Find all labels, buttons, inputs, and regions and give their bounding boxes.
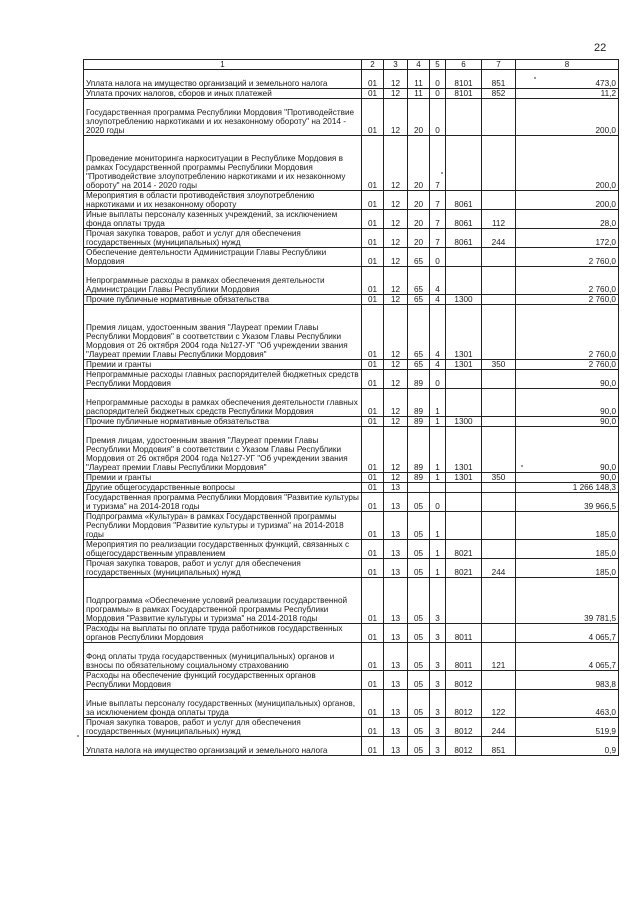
code-cell: 89 — [408, 370, 430, 389]
header-cell: 5 — [430, 60, 446, 70]
code-cell — [408, 483, 430, 493]
code-cell: 1 — [430, 540, 446, 559]
code-cell: 13 — [384, 540, 408, 559]
code-cell: 13 — [384, 624, 408, 643]
code-cell: 4 — [430, 360, 446, 370]
code-cell: 01 — [362, 690, 384, 718]
scan-speck — [534, 77, 536, 79]
table-row — [84, 643, 619, 671]
code-cell — [482, 295, 516, 305]
scan-speck — [77, 735, 79, 737]
code-cell: 01 — [362, 99, 384, 136]
code-cell: 12 — [384, 389, 408, 417]
code-cell: 65 — [408, 248, 430, 267]
amount-cell: 90,0 — [516, 427, 619, 473]
code-cell: 01 — [362, 229, 384, 248]
amount-cell: 90,0 — [516, 389, 619, 417]
code-cell: 01 — [362, 718, 384, 737]
table-row — [84, 360, 619, 370]
code-cell — [482, 305, 516, 360]
code-cell: 01 — [362, 493, 384, 512]
table-row — [84, 578, 619, 624]
table-row — [84, 559, 619, 578]
code-cell: 1 — [430, 389, 446, 417]
header-cell: 7 — [482, 60, 516, 70]
table-row — [84, 248, 619, 267]
code-cell: 0 — [430, 370, 446, 389]
code-cell: 0 — [430, 248, 446, 267]
code-cell: 01 — [362, 389, 384, 417]
code-cell — [482, 136, 516, 191]
row-name-cell: Фонд оплаты труда государственных (муниципальных) органов и взносы по обязательному социальному страхованию — [84, 643, 362, 671]
code-cell: 1 — [430, 417, 446, 427]
amount-cell: 519,9 — [516, 718, 619, 737]
code-cell: 05 — [408, 737, 430, 756]
code-cell — [482, 248, 516, 267]
code-cell: 7 — [430, 210, 446, 229]
code-cell: 01 — [362, 512, 384, 540]
code-cell: 3 — [430, 690, 446, 718]
code-cell: 05 — [408, 559, 430, 578]
code-cell — [482, 427, 516, 473]
code-cell: 1 — [430, 512, 446, 540]
code-cell: 13 — [384, 578, 408, 624]
code-cell: 11 — [408, 70, 430, 89]
row-name-cell: Другие общегосударственные вопросы — [84, 483, 362, 493]
code-cell: 851 — [482, 737, 516, 756]
code-cell: 122 — [482, 690, 516, 718]
code-cell: 3 — [430, 671, 446, 690]
code-cell: 13 — [384, 643, 408, 671]
code-cell: 12 — [384, 360, 408, 370]
code-cell: 13 — [384, 737, 408, 756]
table-body — [84, 70, 619, 756]
amount-cell: 172,0 — [516, 229, 619, 248]
row-name-cell: Прочие публичные нормативные обязательства — [84, 417, 362, 427]
code-cell: 8021 — [446, 540, 482, 559]
amount-cell: 90,0 — [516, 370, 619, 389]
code-cell — [482, 99, 516, 136]
code-cell: 01 — [362, 370, 384, 389]
amount-cell: 90,0 — [516, 473, 619, 483]
table-row — [84, 89, 619, 99]
code-cell — [482, 540, 516, 559]
code-cell: 05 — [408, 643, 430, 671]
code-cell — [482, 578, 516, 624]
code-cell — [430, 483, 446, 493]
row-name-cell: Прочие публичные нормативные обязательства — [84, 295, 362, 305]
row-name-cell: Непрограммные расходы главных распорядителей бюджетных средств Республики Мордовия — [84, 370, 362, 389]
code-cell: 0 — [430, 493, 446, 512]
amount-cell: 2 760,0 — [516, 248, 619, 267]
header-cell: 1 — [84, 60, 362, 70]
page-number: 22 — [594, 42, 607, 54]
scan-speck — [441, 172, 443, 174]
scan-speck — [521, 465, 523, 467]
row-name-cell: Мероприятия по реализации государственных функций, связанных с общегосударственным управлением — [84, 540, 362, 559]
table-row — [84, 370, 619, 389]
amount-cell: 200,0 — [516, 136, 619, 191]
table-row — [84, 427, 619, 473]
row-name-cell: Мероприятия в области противодействия злоупотреблению наркотиками и их незаконному обороту — [84, 191, 362, 210]
code-cell — [482, 512, 516, 540]
row-name-cell: Премии и гранты — [84, 360, 362, 370]
code-cell: 1 — [430, 559, 446, 578]
code-cell: 3 — [430, 737, 446, 756]
code-cell: 01 — [362, 267, 384, 295]
amount-cell: 983,8 — [516, 671, 619, 690]
code-cell: 1 — [430, 473, 446, 483]
row-name-cell: Уплата налога на имущество организаций и земельного налога — [84, 737, 362, 756]
amount-cell: 0,9 — [516, 737, 619, 756]
code-cell: 05 — [408, 718, 430, 737]
code-cell: 1301 — [446, 473, 482, 483]
row-name-cell: Премии и гранты — [84, 473, 362, 483]
code-cell: 13 — [384, 559, 408, 578]
code-cell: 13 — [384, 718, 408, 737]
code-cell: 12 — [384, 267, 408, 295]
code-cell: 01 — [362, 559, 384, 578]
code-cell: 01 — [362, 643, 384, 671]
code-cell — [482, 493, 516, 512]
amount-cell: 185,0 — [516, 559, 619, 578]
code-cell — [446, 493, 482, 512]
header-cell: 8 — [516, 60, 619, 70]
code-cell: 13 — [384, 483, 408, 493]
code-cell: 65 — [408, 267, 430, 295]
code-cell: 11 — [408, 89, 430, 99]
code-cell — [446, 248, 482, 267]
code-cell — [446, 578, 482, 624]
code-cell: 89 — [408, 427, 430, 473]
code-cell: 12 — [384, 248, 408, 267]
code-cell: 05 — [408, 624, 430, 643]
code-cell: 89 — [408, 473, 430, 483]
code-cell — [446, 370, 482, 389]
code-cell: 8012 — [446, 718, 482, 737]
table-row — [84, 417, 619, 427]
code-cell: 8021 — [446, 559, 482, 578]
code-cell: 12 — [384, 370, 408, 389]
row-name-cell: Прочая закупка товаров, работ и услуг для обеспечения государственных (муниципальных) нужд — [84, 559, 362, 578]
table-row — [84, 229, 619, 248]
table-row — [84, 737, 619, 756]
code-cell: 350 — [482, 473, 516, 483]
amount-cell: 185,0 — [516, 512, 619, 540]
code-cell — [482, 191, 516, 210]
code-cell: 8012 — [446, 671, 482, 690]
table-row — [84, 136, 619, 191]
table-row — [84, 305, 619, 360]
code-cell: 12 — [384, 99, 408, 136]
amount-cell: 11,2 — [516, 89, 619, 99]
row-name-cell: Государственная программа Республики Мордовия "Противодействие злоупотреблению наркотиками и их незаконному обороту" на 2014 - 2020 годы — [84, 99, 362, 136]
code-cell: 01 — [362, 360, 384, 370]
code-cell: 0 — [430, 89, 446, 99]
code-cell: 12 — [384, 89, 408, 99]
code-cell — [446, 99, 482, 136]
amount-cell: 2 760,0 — [516, 305, 619, 360]
amount-cell: 473,0 — [516, 70, 619, 89]
code-cell: 01 — [362, 671, 384, 690]
amount-cell: 200,0 — [516, 99, 619, 136]
code-cell: 7 — [430, 229, 446, 248]
code-cell: 01 — [362, 578, 384, 624]
code-cell: 1 — [430, 427, 446, 473]
code-cell: 05 — [408, 671, 430, 690]
row-name-cell: Непрограммные расходы в рамках обеспечения деятельности главных распорядителей бюджетных средств Республики Мордовия — [84, 389, 362, 417]
code-cell: 65 — [408, 305, 430, 360]
code-cell: 0 — [430, 70, 446, 89]
code-cell — [482, 671, 516, 690]
code-cell: 01 — [362, 210, 384, 229]
code-cell: 244 — [482, 559, 516, 578]
code-cell: 01 — [362, 737, 384, 756]
amount-cell: 185,0 — [516, 540, 619, 559]
code-cell: 01 — [362, 483, 384, 493]
row-name-cell: Прочая закупка товаров, работ и услуг для обеспечения государственных (муниципальных) нужд — [84, 718, 362, 737]
code-cell — [482, 267, 516, 295]
code-cell: 8012 — [446, 690, 482, 718]
code-cell: 12 — [384, 305, 408, 360]
code-cell: 01 — [362, 305, 384, 360]
code-cell: 7 — [430, 191, 446, 210]
amount-cell: 4 065,7 — [516, 643, 619, 671]
code-cell: 8061 — [446, 191, 482, 210]
row-name-cell: Иные выплаты персоналу государственных (муниципальных) органов, за исключением фонда оплаты труда — [84, 690, 362, 718]
table-row — [84, 389, 619, 417]
code-cell: 13 — [384, 671, 408, 690]
code-cell: 01 — [362, 417, 384, 427]
code-cell — [482, 389, 516, 417]
code-cell: 4 — [430, 267, 446, 295]
code-cell: 05 — [408, 540, 430, 559]
code-cell: 89 — [408, 389, 430, 417]
row-name-cell: Расходы на обеспечение функций государственных органов Республики Мордовия — [84, 671, 362, 690]
header-cell: 6 — [446, 60, 482, 70]
amount-cell: 28,0 — [516, 210, 619, 229]
row-name-cell: Премия лицам, удостоенным звания "Лауреат премии Главы Республики Мордовия" в соответствии с Указом Главы Республики Мордовия от 26 октября 2004 года №127-УГ "Об учреждении звания "Лауреат премии Главы Республики Мордовия" — [84, 305, 362, 360]
code-cell: 65 — [408, 295, 430, 305]
code-cell: 12 — [384, 191, 408, 210]
code-cell: 8101 — [446, 89, 482, 99]
code-cell: 1300 — [446, 295, 482, 305]
row-name-cell: Непрограммные расходы в рамках обеспечения деятельности Администрации Главы Республики Мордовия — [84, 267, 362, 295]
code-cell: 20 — [408, 191, 430, 210]
code-cell: 01 — [362, 89, 384, 99]
code-cell: 3 — [430, 624, 446, 643]
amount-cell: 2 760,0 — [516, 360, 619, 370]
amount-cell: 4 065,7 — [516, 624, 619, 643]
budget-table — [83, 59, 619, 756]
code-cell: 89 — [408, 417, 430, 427]
row-name-cell: Иные выплаты персоналу казенных учреждений, за исключением фонда оплаты труда — [84, 210, 362, 229]
amount-cell: 39 966,5 — [516, 493, 619, 512]
code-cell: 01 — [362, 136, 384, 191]
row-name-cell: Расходы на выплаты по оплате труда работников государственных органов Республики Мордовия — [84, 624, 362, 643]
code-cell: 01 — [362, 295, 384, 305]
code-cell — [446, 483, 482, 493]
header-cell: 4 — [408, 60, 430, 70]
code-cell: 3 — [430, 643, 446, 671]
table-row — [84, 70, 619, 89]
code-cell: 01 — [362, 191, 384, 210]
code-cell: 8101 — [446, 70, 482, 89]
code-cell: 01 — [362, 248, 384, 267]
code-cell — [446, 389, 482, 417]
code-cell: 1301 — [446, 360, 482, 370]
code-cell: 12 — [384, 427, 408, 473]
code-cell: 12 — [384, 210, 408, 229]
code-cell: 01 — [362, 540, 384, 559]
code-cell — [446, 136, 482, 191]
row-name-cell: Подпрограмма «Культура» в рамках Государственной программы Республики Мордовия "Развитие культуры и туризма" на 2014-2018 годы — [84, 512, 362, 540]
code-cell: 12 — [384, 136, 408, 191]
row-name-cell: Подпрограмма «Обеспечение условий реализации государственной программы» в рамках Государственной программы Республики Мордовия "Развитие культуры и туризма" на 2014-2018 годы — [84, 578, 362, 624]
code-cell: 12 — [384, 417, 408, 427]
table-row — [84, 540, 619, 559]
code-cell: 01 — [362, 427, 384, 473]
code-cell: 3 — [430, 578, 446, 624]
header-cell: 3 — [384, 60, 408, 70]
code-cell — [446, 267, 482, 295]
code-cell: 4 — [430, 295, 446, 305]
code-cell: 12 — [384, 473, 408, 483]
code-cell: 8061 — [446, 229, 482, 248]
code-cell: 05 — [408, 690, 430, 718]
code-cell: 1300 — [446, 417, 482, 427]
code-cell: 13 — [384, 493, 408, 512]
table-row — [84, 267, 619, 295]
row-name-cell: Проведение мониторинга наркоситуации в Республике Мордовия в рамках Государственной программы Республики Мордовия "Противодействие злоупотреблению наркотиками и их незаконному обороту" на 2014 - 2020 годы — [84, 136, 362, 191]
code-cell: 65 — [408, 360, 430, 370]
code-cell: 8061 — [446, 210, 482, 229]
code-cell: 1301 — [446, 305, 482, 360]
table-row — [84, 210, 619, 229]
code-cell: 12 — [384, 295, 408, 305]
code-cell: 852 — [482, 89, 516, 99]
code-cell: 05 — [408, 493, 430, 512]
table-row — [84, 624, 619, 643]
code-cell: 8012 — [446, 737, 482, 756]
code-cell: 3 — [430, 718, 446, 737]
row-name-cell: Прочая закупка товаров, работ и услуг для обеспечения государственных (муниципальных) нужд — [84, 229, 362, 248]
amount-cell: 1 266 148,3 — [516, 483, 619, 493]
table-row — [84, 690, 619, 718]
amount-cell: 2 760,0 — [516, 295, 619, 305]
table-row — [84, 671, 619, 690]
code-cell — [446, 512, 482, 540]
code-cell: 12 — [384, 229, 408, 248]
code-cell: 1301 — [446, 427, 482, 473]
header-cell: 2 — [362, 60, 384, 70]
row-name-cell: Уплата прочих налогов, сборов и иных платежей — [84, 89, 362, 99]
code-cell: 01 — [362, 70, 384, 89]
code-cell — [482, 624, 516, 643]
code-cell: 7 — [430, 136, 446, 191]
code-cell: 350 — [482, 360, 516, 370]
code-cell: 112 — [482, 210, 516, 229]
code-cell: 4 — [430, 305, 446, 360]
code-cell: 20 — [408, 210, 430, 229]
code-cell: 20 — [408, 99, 430, 136]
amount-cell: 39 781,5 — [516, 578, 619, 624]
code-cell: 851 — [482, 70, 516, 89]
code-cell: 13 — [384, 512, 408, 540]
amount-cell: 90,0 — [516, 417, 619, 427]
amount-cell: 200,0 — [516, 191, 619, 210]
code-cell: 12 — [384, 70, 408, 89]
code-cell: 13 — [384, 690, 408, 718]
row-name-cell: Уплата налога на имущество организаций и земельного налога — [84, 70, 362, 89]
table-row — [84, 99, 619, 136]
code-cell: 8011 — [446, 643, 482, 671]
table-row — [84, 473, 619, 483]
code-cell: 244 — [482, 229, 516, 248]
table-row — [84, 483, 619, 493]
code-cell — [482, 417, 516, 427]
code-cell: 01 — [362, 624, 384, 643]
code-cell: 05 — [408, 578, 430, 624]
row-name-cell: Обеспечение деятельности Администрации Главы Республики Мордовия — [84, 248, 362, 267]
code-cell: 20 — [408, 136, 430, 191]
code-cell: 121 — [482, 643, 516, 671]
amount-cell: 2 760,0 — [516, 267, 619, 295]
code-cell: 8011 — [446, 624, 482, 643]
code-cell: 01 — [362, 473, 384, 483]
code-cell: 244 — [482, 718, 516, 737]
code-cell: 0 — [430, 99, 446, 136]
table-row — [84, 295, 619, 305]
table-row — [84, 512, 619, 540]
code-cell: 20 — [408, 229, 430, 248]
row-name-cell: Государственная программа Республики Мордовия "Развитие культуры и туризма" на 2014-2018 годы — [84, 493, 362, 512]
code-cell — [482, 370, 516, 389]
amount-cell: 463,0 — [516, 690, 619, 718]
table-row — [84, 191, 619, 210]
table-row — [84, 493, 619, 512]
table-row — [84, 718, 619, 737]
table-header-row — [84, 60, 619, 70]
row-name-cell: Премия лицам, удостоенным звания "Лауреат премии Главы Республики Мордовия" в соответствии с Указом Главы Республики Мордовия от 26 октября 2004 года №127-УГ "Об учреждении звания "Лауреат премии Главы Республики Мордовия" — [84, 427, 362, 473]
code-cell — [482, 483, 516, 493]
code-cell: 05 — [408, 512, 430, 540]
